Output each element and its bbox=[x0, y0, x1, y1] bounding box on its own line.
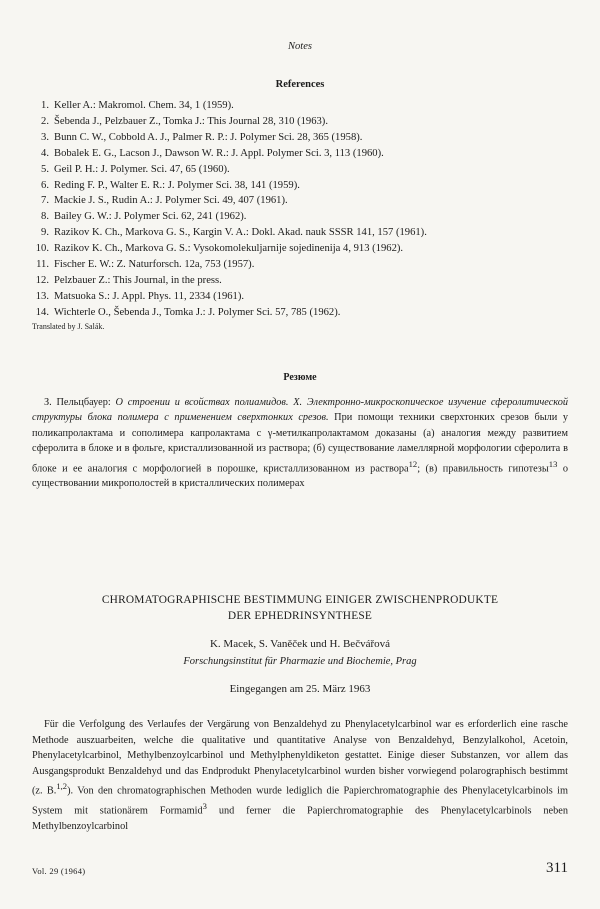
article-title bbox=[0, 592, 600, 624]
reference-number: 7. bbox=[41, 195, 49, 207]
reference-text: Bailey G. W.: J. Polymer Sci. 62, 241 (1962). bbox=[54, 211, 247, 223]
references-heading: References bbox=[275, 79, 325, 90]
reference-text: Šebenda J., Pelzbauer Z., Tomka J.: This Journal 28, 310 (1963). bbox=[54, 115, 328, 127]
reference-number: 6. bbox=[41, 179, 49, 191]
reference-number: 12. bbox=[35, 274, 49, 286]
reference-number: 11. bbox=[36, 259, 49, 271]
body-text-part2: ). Von den chromatographischen Methoden wurde lediglich die Papierchromatographie des Phenylacetylcarbinols im System mit stationärem Formamid bbox=[32, 785, 568, 817]
reference-text: Matsuoka S.: J. Appl. Phys. 11, 2334 (1961). bbox=[54, 290, 245, 302]
reference-number: 13. bbox=[35, 290, 49, 302]
resume-text-part2: ; (в) правильность гипотезы bbox=[417, 463, 549, 475]
reference-text: Mackie J. S., Rudin A.: J. Polymer Sci. 49, 407 (1961). bbox=[54, 195, 288, 207]
page-number: 311 bbox=[546, 860, 568, 876]
resume-text-part1: При помощи техники сверхтонких срезов были у поликапролактама и сополимера капролактама с γ-метилкапролактамом доказаны (а) аналогия между развитием сферолита в блоке и в фольге, кристаллизованной из раствора; (б) существование ламеллярной морфологии сферолита в блоке и ее аналогия с морфологией в порошке, кристаллизованном из раствора bbox=[32, 412, 568, 475]
resume-italic-title: О строении и всойствах полиамидов. X. Электронно-микроскопическое изучение сферолитической структуры блока полимера с применением сверхтонких срезов. bbox=[32, 397, 569, 424]
reference-item bbox=[32, 209, 572, 225]
reference-number: 10. bbox=[35, 243, 49, 255]
reference-text: Geil P. H.: J. Polymer. Sci. 47, 65 (1960). bbox=[54, 163, 230, 175]
reference-item bbox=[32, 193, 572, 209]
resume-text-part3: о существовании микрополостей в кристаллических полимерах bbox=[32, 463, 568, 490]
reference-item bbox=[32, 162, 572, 178]
received-date: Eingegangen am 25. März 1963 bbox=[229, 683, 371, 695]
reference-text: Reding F. P., Walter E. R.: J. Polymer Sci. 38, 141 (1959). bbox=[54, 179, 300, 191]
reference-item bbox=[32, 146, 572, 162]
reference-text: Pelzbauer Z.: This Journal, in the press. bbox=[54, 274, 222, 286]
reference-item bbox=[32, 178, 572, 194]
reference-item bbox=[32, 273, 572, 289]
reference-text: Bunn C. W., Cobbold A. J., Palmer R. P.: J. Polymer Sci. 28, 365 (1958). bbox=[54, 131, 363, 143]
reference-number: 1. bbox=[41, 100, 49, 111]
reference-item bbox=[32, 114, 572, 130]
reference-item bbox=[32, 98, 572, 114]
body-text-part3: und ferner die Papierchromatographie des Phenylacetylcarbinols neben Methylbenzoylcarbinol bbox=[32, 805, 568, 833]
article-body-paragraph bbox=[32, 717, 568, 835]
article-authors: K. Macek, S. Vaněček und H. Bečvářová bbox=[209, 638, 391, 650]
resume-footnote-ref: 13 bbox=[548, 458, 558, 469]
reference-number: 14. bbox=[35, 306, 49, 318]
references-list bbox=[32, 98, 572, 321]
body-text-part1: Für die Verfolgung des Verlaufes der Vergärung von Benzaldehyd zu Phenylacetylcarbinol war es erforderlich eine rasche Methode auszuarbeiten, welche die qualitative und quantitative Analyse von Benzaldehyd, Benzylalkohol, Acetoin, Phenylacetylcarbinol, Methylbenzoylcarbinol und Methylphenyldiketon gestattet. Einige dieser Substanzen, vor allem das Ausgangsprodukt Benzaldehyd und das Endprodukt Phenylacetylcarbinol wurden bisher vorwiegend polarographisch bestimmt (z. B. bbox=[32, 719, 568, 797]
reference-text: Razikov K. Ch., Markova G. S., Kargin V. A.: Dokl. Akad. nauk SSSR 141, 157 (1961). bbox=[54, 227, 427, 239]
running-header: Notes bbox=[288, 41, 312, 52]
reference-number: 3. bbox=[41, 131, 49, 143]
article-title-line: CHROMATOGRAPHISCHE BESTIMMUNG EINIGER ZWISCHENPRODUKTE bbox=[101, 594, 499, 606]
reference-number: 8. bbox=[41, 211, 49, 223]
reference-item bbox=[32, 257, 572, 273]
reference-item bbox=[32, 289, 572, 305]
resume-footnote-ref: 12 bbox=[408, 458, 418, 469]
reference-text: Keller A.: Makromol. Chem. 34, 1 (1959). bbox=[54, 100, 234, 111]
body-footnote-ref: 1,2 bbox=[56, 781, 68, 792]
article-title-line: DER EPHEDRINSYNTHESE bbox=[227, 610, 373, 622]
reference-item bbox=[32, 130, 572, 146]
reference-number: 4. bbox=[41, 147, 49, 159]
reference-item bbox=[32, 241, 572, 257]
resume-paragraph bbox=[32, 395, 568, 492]
reference-number: 5. bbox=[41, 163, 49, 175]
translator-credit: Translated by J. Salák. bbox=[32, 322, 105, 331]
article-institution: Forschungsinstitut für Pharmazie und Biochemie, Prag bbox=[183, 656, 417, 667]
resume-heading: Резюме bbox=[283, 372, 317, 383]
body-footnote-ref: 3 bbox=[202, 801, 207, 812]
reference-text: Fischer E. W.: Z. Naturforsch. 12a, 753 (1957). bbox=[54, 259, 255, 271]
reference-text: Wichterle O., Šebenda J., Tomka J.: J. Polymer Sci. 57, 785 (1962). bbox=[54, 306, 341, 318]
resume-author: З. Пельцбауер: bbox=[44, 397, 111, 408]
reference-text: Razikov K. Ch., Markova G. S.: Vysokomolekuljarnije sojedinenija 4, 913 (1962). bbox=[54, 243, 404, 255]
reference-item bbox=[32, 305, 572, 321]
reference-text: Bobalek E. G., Lacson J., Dawson W. R.: J. Appl. Polymer Sci. 3, 113 (1960). bbox=[54, 147, 384, 159]
reference-number: 2. bbox=[41, 115, 49, 127]
reference-number: 9. bbox=[41, 227, 49, 239]
volume-info: Vol. 29 (1964) bbox=[32, 866, 86, 876]
reference-item bbox=[32, 225, 572, 241]
